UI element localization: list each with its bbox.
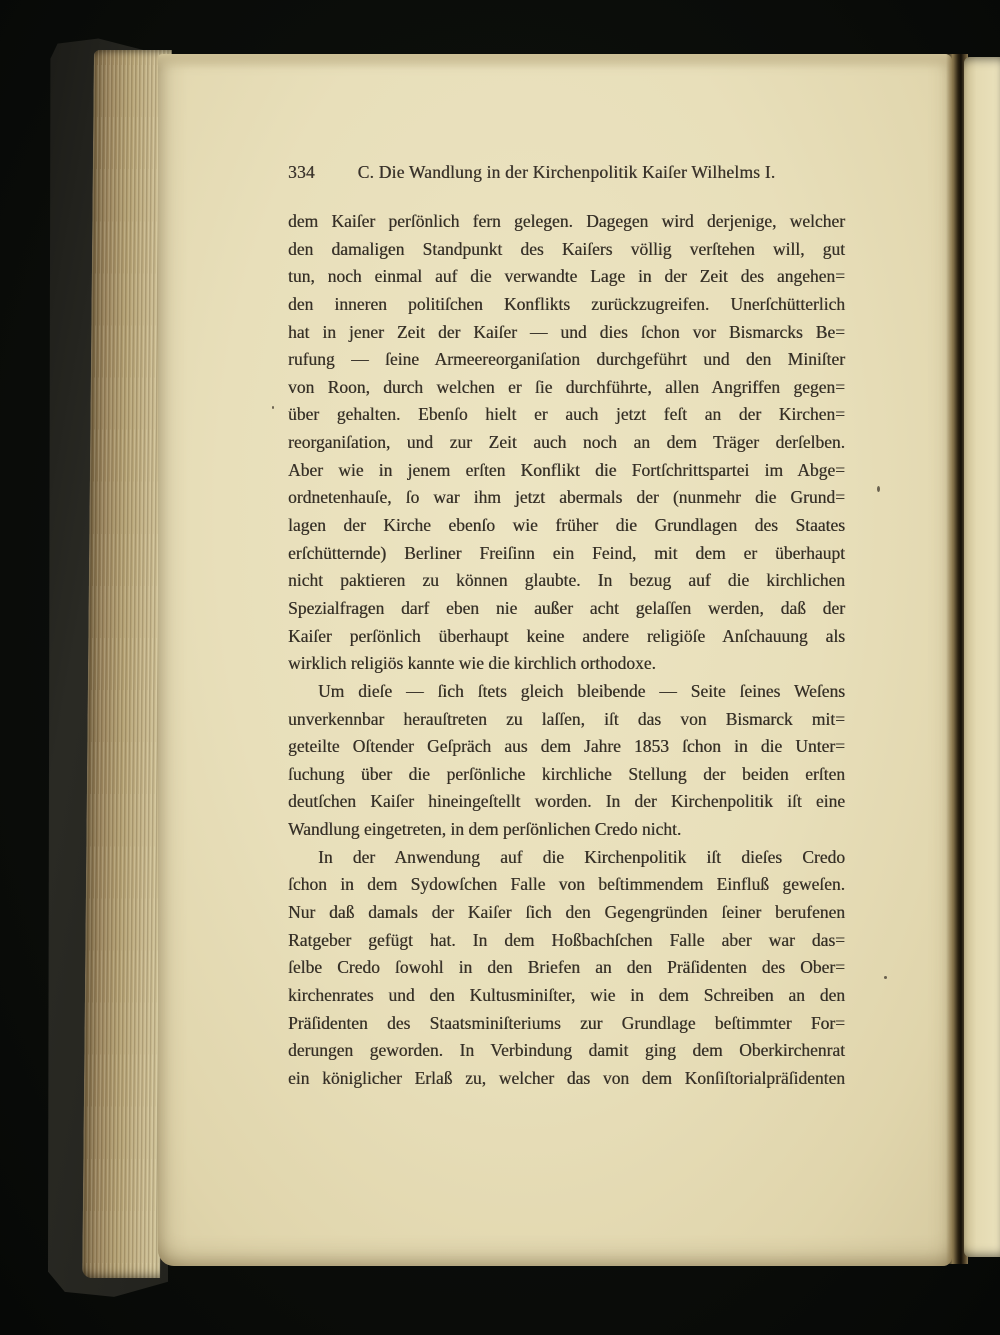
text-line: wirklich religiös kannte wie die kirchlich orthodoxe. [288,653,656,674]
ink-speck [272,406,274,409]
text-line: ordnetenhauſe, ſo war ihm jetzt abermals der (nunmehr die Grund= [288,487,845,508]
text-line: tun, noch einmal auf die verwandte Lage in der Zeit des angehen= [288,266,845,287]
text-line: Nur daß damals der Kaiſer ſich den Gegengründen ſeiner berufenen [288,902,845,923]
page-header [288,162,845,183]
text-line: nicht paktieren zu können glaubte. In bezug auf die kirchlichen [288,570,845,591]
text-line: derungen geworden. In Verbindung damit ging dem Oberkirchenrat [288,1040,845,1061]
text-line: reorganiſation, und zur Zeit auch noch an dem Träger derſelben. [288,432,845,453]
text-line: Aber wie in jenem erſten Konflikt die Fortſchrittspartei im Abge= [288,459,845,480]
text-line: lagen der Kirche ebenſo wie früher die Grundlagen des Staates [288,515,845,536]
text-line: dem Kaiſer perſönlich fern gelegen. Dagegen wird derjenige, welcher [288,211,845,231]
page-top-edge [158,54,952,70]
text-line: Spezialfragen darf eben nie außer acht gelaſſen werden, daß der [288,597,845,618]
running-title: C. Die Wandlung in der Kirchenpolitik Kaiſer Wilhelms I. [357,162,776,182]
text-line: Kaiſer perſönlich überhaupt keine andere religiöſe Anſchauung als [288,625,845,646]
text-line: den inneren politiſchen Konflikts zurückzugreifen. Unerſchütterlich [288,293,845,314]
text-line: den damaligen Standpunkt des Kaiſers völlig verſtehen will, gut [288,238,845,259]
ink-speck [884,976,887,979]
text-line: unverkennbar herauſtreten zu laſſen, iſt das von Bismarck mit= [288,708,845,729]
text-line: erſchütternde) Berliner Freiſinn ein Feind, mit dem er überhaupt [288,542,845,563]
text-line: geteilte Oſtender Geſpräch aus dem Jahre 1853 ſchon in die Unter= [288,736,845,757]
text-line: Ratgeber gefügt hat. In dem Hoßbachſchen Falle aber war das= [288,929,845,950]
text-line: kirchenrates und den Kultusminiſter, wie in dem Schreiben an den [288,984,845,1005]
text-line: Um dieſe — ſich ſtets gleich bleibende — Seite ſeines Weſens [318,680,845,701]
text-line: Präſidenten des Staatsminiſteriums zur Grundlage beſtimmter For= [288,1012,845,1033]
text-line: ſuchung über die perſönliche kirchliche Stellung der beiden erſten [288,763,845,784]
text-line: ſelbe Credo ſowohl in den Briefen an den Präſidenten des Ober= [288,957,845,978]
text-line: über gehalten. Ebenſo hielt er auch jetzt feſt an der Kirchen= [288,404,845,425]
text-line: ſchon in dem Sydowſchen Falle von beſtimmendem Einfluß geweſen. [288,874,845,895]
facing-page-sliver [964,57,1000,1257]
text-line: hat in jener Zeit der Kaiſer — und dies ſchon vor Bismarcks Be= [288,321,845,342]
text-line: rufung — ſeine Armeereorganiſation durchgeführt und den Miniſter [288,349,845,370]
text-line: ein königlicher Erlaß zu, welcher das von dem Konſiſtorialpräſidenten [288,1067,845,1088]
text-line: Wandlung eingetreten, in dem perſönlichen Credo nicht. [288,819,682,840]
text-line: von Roon, durch welchen er ſie durchführte, allen Angriffen gegen= [288,376,845,397]
text-block-body [288,208,845,1093]
text-line: deutſchen Kaiſer hineingeſtellt worden. In der Kirchenpolitik iſt eine [288,791,845,812]
page-number: 334 [288,162,315,182]
book-page [158,54,952,1266]
text-line: In der Anwendung auf die Kirchenpolitik iſt dieſes Credo [318,846,845,867]
ink-speck [877,486,880,492]
